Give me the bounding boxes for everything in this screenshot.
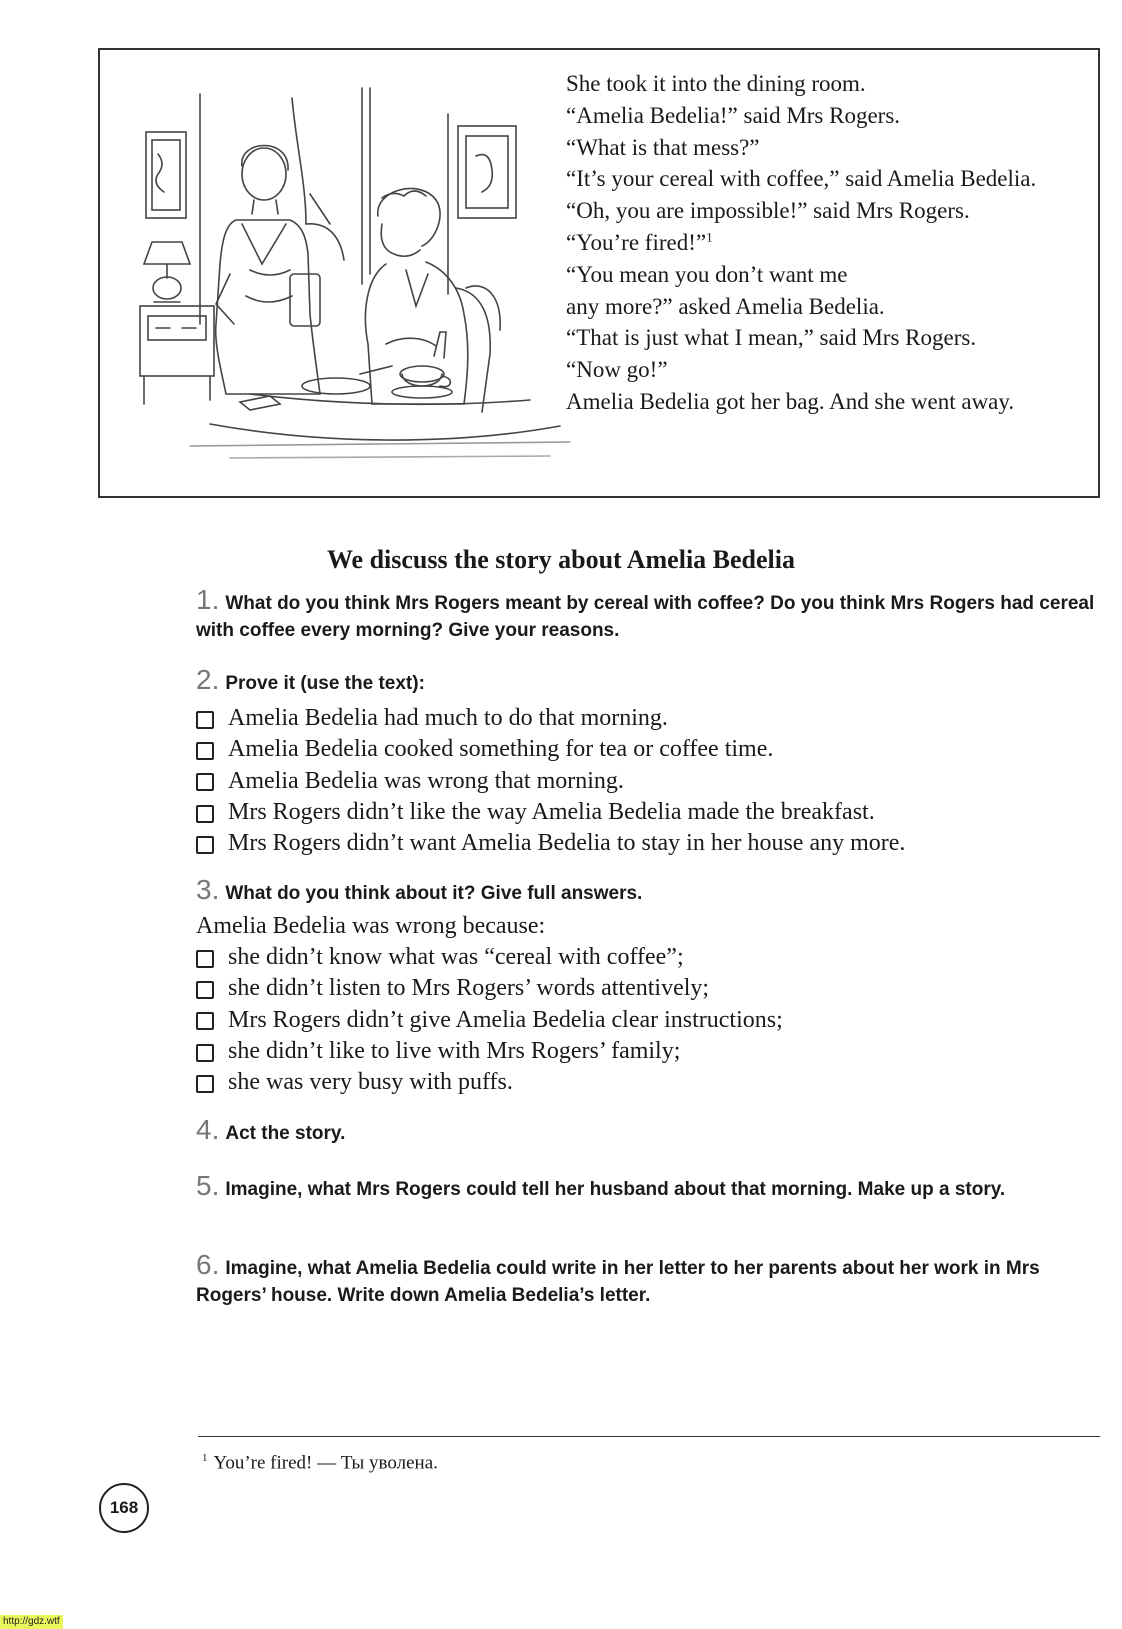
task-text: Imagine, what Mrs Rogers could tell her husband about that morning. Make up a story.	[225, 1179, 1006, 1200]
footnote-marker: 1	[202, 1452, 208, 1464]
story-line: “You’re fired!”	[566, 229, 707, 255]
task-text: What do you think about it? Give full answers.	[225, 883, 643, 904]
story-line: “Now go!”	[566, 357, 668, 383]
option-item	[196, 942, 1100, 973]
task-heading	[196, 666, 1100, 697]
checkbox-icon[interactable]	[196, 981, 214, 999]
footnote-marker: 1	[706, 229, 713, 245]
option-item	[196, 766, 1100, 797]
story-line: “Amelia Bedelia!” said Mrs Rogers.	[566, 102, 901, 128]
checkbox-icon[interactable]	[196, 1044, 214, 1062]
picture-frame-right	[458, 126, 516, 218]
option-text: she was very busy with puffs.	[228, 1069, 513, 1096]
task-text: Act the story.	[225, 1123, 346, 1144]
option-item	[196, 973, 1100, 1004]
option-list	[196, 703, 1100, 859]
task-number: 5.	[196, 1170, 220, 1201]
option-text: she didn’t know what was “cereal with coffee”;	[228, 944, 684, 970]
task-text: Prove it (use the text):	[225, 673, 425, 694]
checkbox-icon[interactable]	[196, 836, 214, 854]
option-item	[196, 734, 1100, 765]
story-line: “Oh, you are impossible!” said Mrs Rogers.	[566, 198, 970, 224]
checkbox-icon[interactable]	[196, 742, 214, 760]
task-number: 4.	[196, 1114, 220, 1145]
checkbox-icon[interactable]	[196, 773, 214, 791]
checkbox-icon[interactable]	[196, 1012, 214, 1030]
story-line: “You mean you don’t want me	[566, 261, 848, 287]
task-heading	[196, 1172, 1100, 1203]
option-text: she didn’t listen to Mrs Rogers’ words attentively;	[228, 975, 710, 1002]
task-2	[196, 666, 1100, 859]
task-6	[196, 1251, 1100, 1309]
watermark-link[interactable]: http://gdz.wtf	[0, 1615, 63, 1629]
option-item	[196, 1067, 1100, 1098]
option-item	[196, 828, 1100, 859]
section-title: We discuss the story about Amelia Bedelia	[326, 545, 795, 574]
task-lead-text: Amelia Bedelia was wrong because:	[196, 913, 546, 939]
footnote-divider	[198, 1436, 1100, 1437]
curtain	[292, 98, 306, 224]
checkbox-icon[interactable]	[196, 711, 214, 729]
option-item	[196, 1005, 1100, 1036]
checkbox-icon[interactable]	[196, 950, 214, 968]
task-5	[196, 1172, 1100, 1203]
story-line: Amelia Bedelia got her bag. And she went away.	[566, 388, 1015, 414]
option-item	[196, 797, 1100, 828]
table-with-cups	[210, 366, 560, 440]
option-text: Amelia Bedelia cooked something for tea or coffee time.	[228, 736, 774, 763]
story-line: “What is that mess?”	[566, 134, 760, 160]
option-text: Mrs Rogers didn’t want Amelia Bedelia to stay in her house any more.	[228, 830, 906, 857]
nightstand	[140, 306, 214, 404]
task-3	[196, 876, 1100, 1098]
option-text: Amelia Bedelia was wrong that morning.	[228, 767, 624, 794]
picture-frame-left	[146, 132, 186, 218]
option-text: Mrs Rogers didn’t like the way Amelia Bedelia made the breakfast.	[228, 798, 875, 825]
option-list	[196, 942, 1100, 1098]
footnote	[202, 1452, 438, 1474]
task-4	[196, 1116, 1100, 1147]
task-heading	[196, 1116, 1100, 1147]
option-item	[196, 1036, 1100, 1067]
task-number: 2.	[196, 664, 220, 695]
task-1	[196, 586, 1100, 644]
task-heading	[196, 876, 1100, 907]
story-box	[98, 48, 1100, 498]
figure-mrs-rogers	[365, 189, 500, 412]
story-line: She took it into the dining room.	[566, 71, 866, 96]
story-line: “That is just what I mean,” said Mrs Rogers.	[566, 325, 977, 351]
task-number: 6.	[196, 1249, 220, 1280]
task-text: Imagine, what Amelia Bedelia could write in her letter to her parents about her work in Mrs Rogers’ house. Write down Amelia Bedelia’s letter.	[196, 1258, 1040, 1306]
lamp	[144, 242, 190, 302]
task-number: 1.	[196, 584, 220, 615]
story-illustration	[130, 74, 600, 474]
task-number: 3.	[196, 874, 220, 905]
figure-amelia	[216, 146, 320, 395]
checkbox-icon[interactable]	[196, 1075, 214, 1093]
option-text: Amelia Bedelia had much to do that morning.	[228, 705, 668, 731]
checkbox-icon[interactable]	[196, 805, 214, 823]
story-line: “It’s your cereal with coffee,” said Amelia Bedelia.	[566, 166, 1037, 192]
task-text: What do you think Mrs Rogers meant by cereal with coffee? Do you think Mrs Rogers had cereal with coffee every morning? Give your reasons.	[196, 593, 1095, 641]
option-text: she didn’t like to live with Mrs Rogers’ family;	[228, 1037, 681, 1064]
story-line: any more?” asked Amelia Bedelia.	[566, 293, 885, 319]
page-number: 168	[99, 1483, 149, 1533]
option-text: Mrs Rogers didn’t give Amelia Bedelia clear instructions;	[228, 1006, 783, 1033]
footnote-text: You’re fired! — Ты уволена.	[213, 1452, 438, 1474]
task-heading	[196, 1251, 1100, 1309]
story-line-with-footnote	[566, 227, 1066, 259]
story-text	[566, 68, 1066, 418]
task-heading	[196, 586, 1100, 644]
option-item	[196, 703, 1100, 734]
